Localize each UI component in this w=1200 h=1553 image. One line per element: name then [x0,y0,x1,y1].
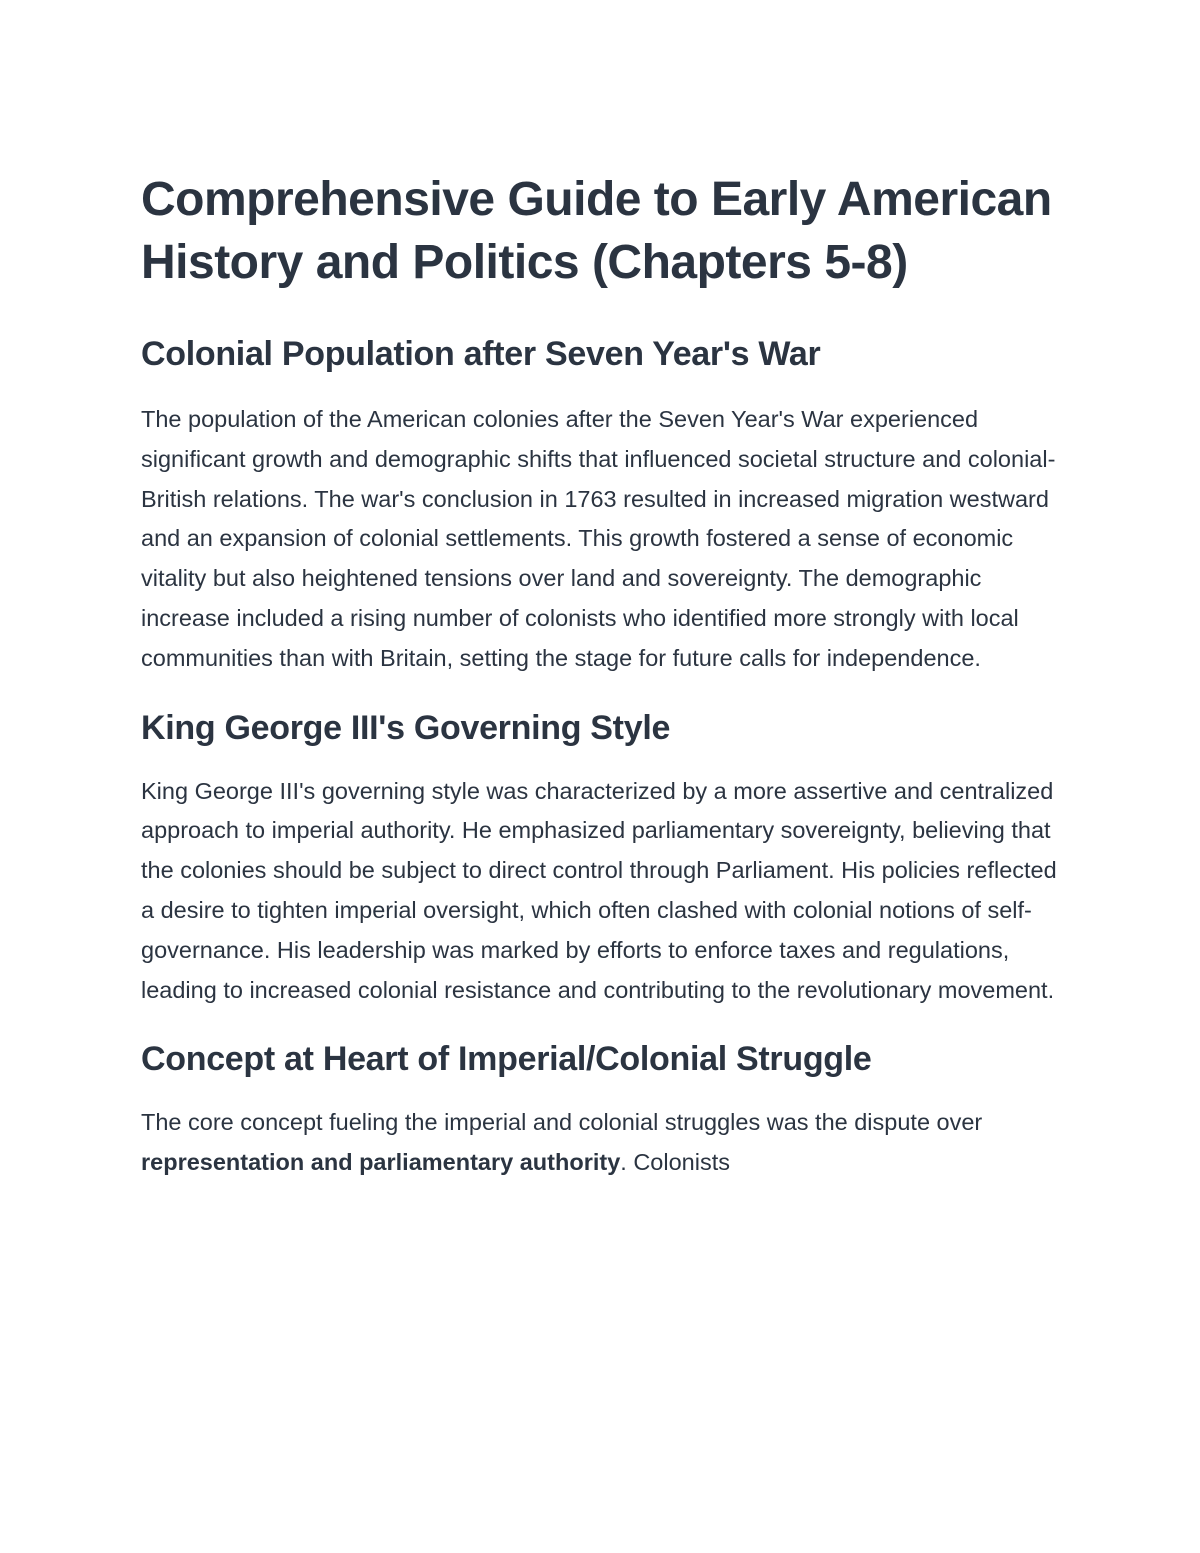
section-heading-king-george: King George III's Governing Style [141,708,671,747]
section-body-king-george: King George III's governing style was characterized by a more assertive and centralized approach to imperial authority. He emphasized parliamentary sovereignty, believing that the colonies should be subject to direct control through Parliament. His policies reflected a desire to tighten imperial oversight, which often clashed with colonial notions of self-governance. His leadership was marked by efforts to enforce taxes and regulations, leading to increased colonial resistance and contributing to the revolutionary movement. [141,777,1057,1003]
document-page [141,168,1061,1183]
section-body-imperial-struggle [141,1103,1061,1183]
body-text-segment: . Colonists [620,1149,730,1176]
section-heading-colonial-population: Colonial Population after Seven Year's War [141,335,821,373]
section-body-colonial-population: The population of the American colonies after the Seven Year's War experienced significant growth and demographic shifts that influenced societal structure and colonial-British relations. The war's conclusion in 1763 resulted in increased migration westward and an expansion of colonial settlements. This growth fostered a sense of economic vitality but also heightened tensions over land and sovereignty. The demographic increase included a rising number of colonists who identified more strongly with local communities than with Britain, setting the stage for future calls for independence. [141,406,1056,671]
body-text-segment: The core concept fueling the imperial and colonial struggles was the dispute over [141,1109,983,1136]
section-heading-imperial-struggle: Concept at Heart of Imperial/Colonial Struggle [141,1040,872,1079]
body-emphasis-text: representation and parliamentary authority [141,1149,621,1176]
document-title: Comprehensive Guide to Early American History and Politics (Chapters 5-8) [141,173,1052,289]
